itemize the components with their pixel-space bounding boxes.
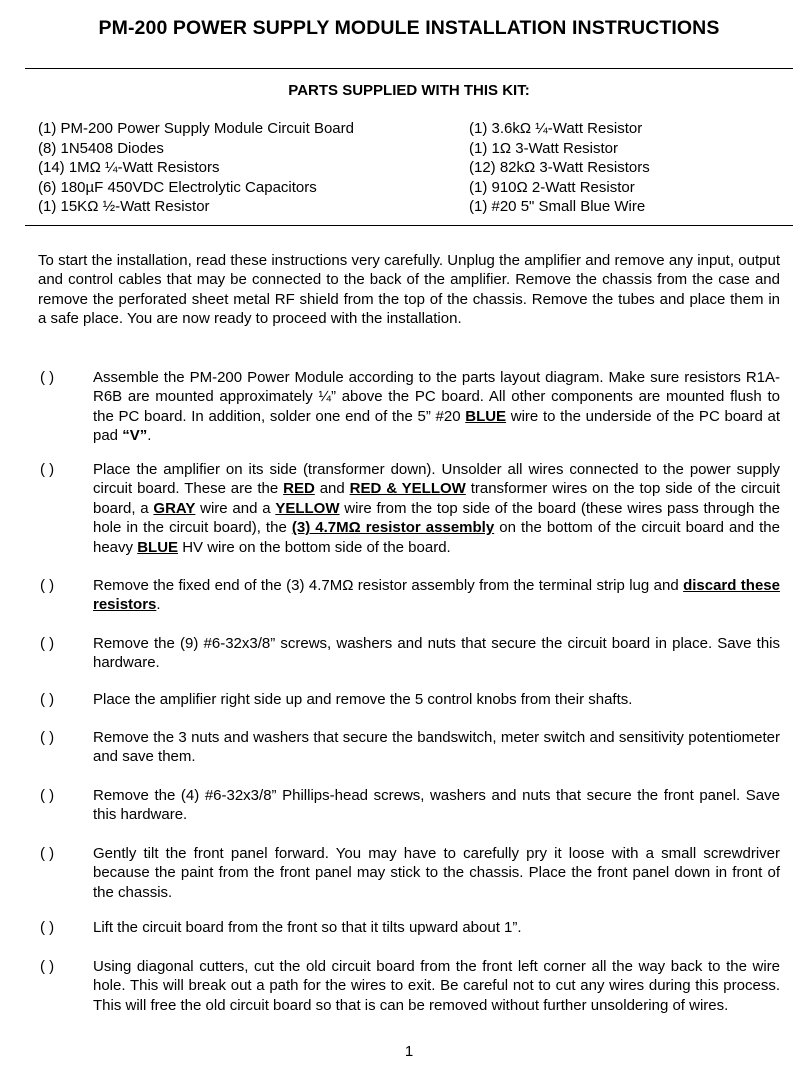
parts-item: (1) #20 5" Small Blue Wire	[469, 198, 646, 215]
intro-paragraph: To start the installation, read these instructions very carefully. Unplug the amplifier and remove any input, output and control cables that may be connected to the back of the amplifier. Remove the chassis from the case and remove the perforated sheet metal RF shield from the top of the chassis. Remove the tubes and place them in a safe place. You are now ready to proceed with the installation.	[38, 252, 780, 328]
text-span: wire from the top side of the board (these wires pass through the hole in the circuit board), the	[93, 499, 780, 537]
step-text: Place the amplifier right side up and remove the 5 control knobs from their shafts.	[93, 691, 633, 708]
step-text: Lift the circuit board from the front so that it tilts upward about 1”.	[93, 919, 522, 936]
parts-item: (6) 180µF 450VDC Electrolytic Capacitors	[38, 178, 317, 196]
page-number: 1	[404, 1043, 414, 1060]
parts-item: (1) 910Ω 2-Watt Resistor	[469, 178, 635, 196]
text-span: .	[147, 427, 152, 445]
discard-note: discard these resistors	[93, 577, 780, 614]
wire-color-blue: BLUE	[465, 407, 507, 425]
step-checkbox[interactable]: ( )	[40, 635, 55, 652]
parts-list-left	[38, 119, 354, 217]
step-checkbox[interactable]: ( )	[40, 577, 55, 594]
top-divider	[25, 68, 793, 69]
parts-heading: PARTS SUPPLIED WITH THIS KIT:	[288, 82, 530, 99]
parts-item: (14) 1MΩ ¼-Watt Resistors	[38, 159, 220, 176]
step-text: Using diagonal cutters, cut the old circuit board from the front left corner all the way back to the wire hole. This will break out a path for the wires to exit. Be careful not to cut any wires during this process. This will free the old circuit board so that is can be removed without further unsoldering of wires.	[93, 958, 780, 1014]
parts-divider	[25, 225, 793, 226]
parts-item: (8) 1N5408 Diodes	[38, 139, 164, 157]
step-checkbox[interactable]: ( )	[40, 461, 55, 478]
wire-color-red-yellow: RED & YELLOW	[349, 480, 466, 498]
text-span: Place the amplifier on its side (transformer down). Unsolder all wires connected to the power supply circuit board. These are the	[93, 461, 780, 498]
wire-color-blue: BLUE	[137, 538, 179, 556]
step-checkbox[interactable]: ( )	[40, 919, 55, 936]
step-text	[93, 460, 780, 557]
parts-item: (1) 3.6kΩ ¼-Watt Resistor	[469, 120, 643, 137]
text-span: HV wire on the bottom side of the board.	[178, 538, 451, 556]
wire-color-red: RED	[283, 480, 315, 498]
text-span: wire to the underside of the PC board at pad	[93, 407, 781, 445]
wire-color-yellow: YELLOW	[275, 499, 340, 517]
parts-item: (1) PM-200 Power Supply Module Circuit Board	[38, 120, 354, 137]
step-text: Gently tilt the front panel forward. You may have to carefully pry it loose with a small screwdriver because the paint from the front panel may stick to the chassis. Place the front panel down in front of the chassis.	[93, 845, 780, 901]
step-checkbox[interactable]: ( )	[40, 787, 55, 804]
step-checkbox[interactable]: ( )	[40, 691, 55, 708]
step-checkbox[interactable]: ( )	[40, 369, 55, 386]
parts-item: (1) 1Ω 3-Watt Resistor	[469, 139, 619, 157]
step-checkbox[interactable]: ( )	[40, 845, 55, 862]
text-span: .	[156, 596, 161, 614]
parts-item: (1) 15KΩ ½-Watt Resistor	[38, 198, 210, 215]
text-span: and	[314, 480, 350, 498]
step-text: Remove the (9) #6-32x3/8” screws, washers and nuts that secure the circuit board in place. Save this hardware.	[93, 635, 780, 672]
step-checkbox[interactable]: ( )	[40, 729, 55, 746]
text-span: transformer wires on the top side of the circuit board, a	[93, 480, 780, 517]
step-text: Remove the 3 nuts and washers that secure the bandswitch, meter switch and sensitivity potentiometer and save them.	[93, 729, 780, 766]
parts-item: (12) 82kΩ 3-Watt Resistors	[469, 159, 650, 176]
text-span: on the bottom of the circuit board and the heavy	[93, 519, 780, 556]
pad-label: “V”	[122, 427, 148, 445]
page-title: PM-200 POWER SUPPLY MODULE INSTALLATION INSTRUCTIONS	[98, 17, 720, 39]
resistor-assembly: (3) 4.7MΩ resistor assembly	[291, 519, 495, 537]
step-text: Remove the (4) #6-32x3/8” Phillips-head screws, washers and nuts that secure the front panel. Save this hardware.	[93, 787, 780, 824]
step-checkbox[interactable]: ( )	[40, 958, 55, 975]
step-text	[93, 368, 780, 446]
text-span: wire and a	[195, 499, 276, 517]
text-span: Assemble the PM-200 Power Module according to the parts layout diagram. Make sure resistors R1A-R6B are mounted approximately ¼” above the PC board. All other components are mounted flush to the PC board. In addition, solder one end of the 5” #20	[93, 369, 780, 425]
step-text	[93, 576, 780, 615]
text-span: Remove the fixed end of the (3) 4.7MΩ resistor assembly from the terminal strip lug and	[93, 577, 684, 594]
wire-color-gray: GRAY	[153, 499, 196, 517]
parts-list-right	[469, 119, 650, 217]
